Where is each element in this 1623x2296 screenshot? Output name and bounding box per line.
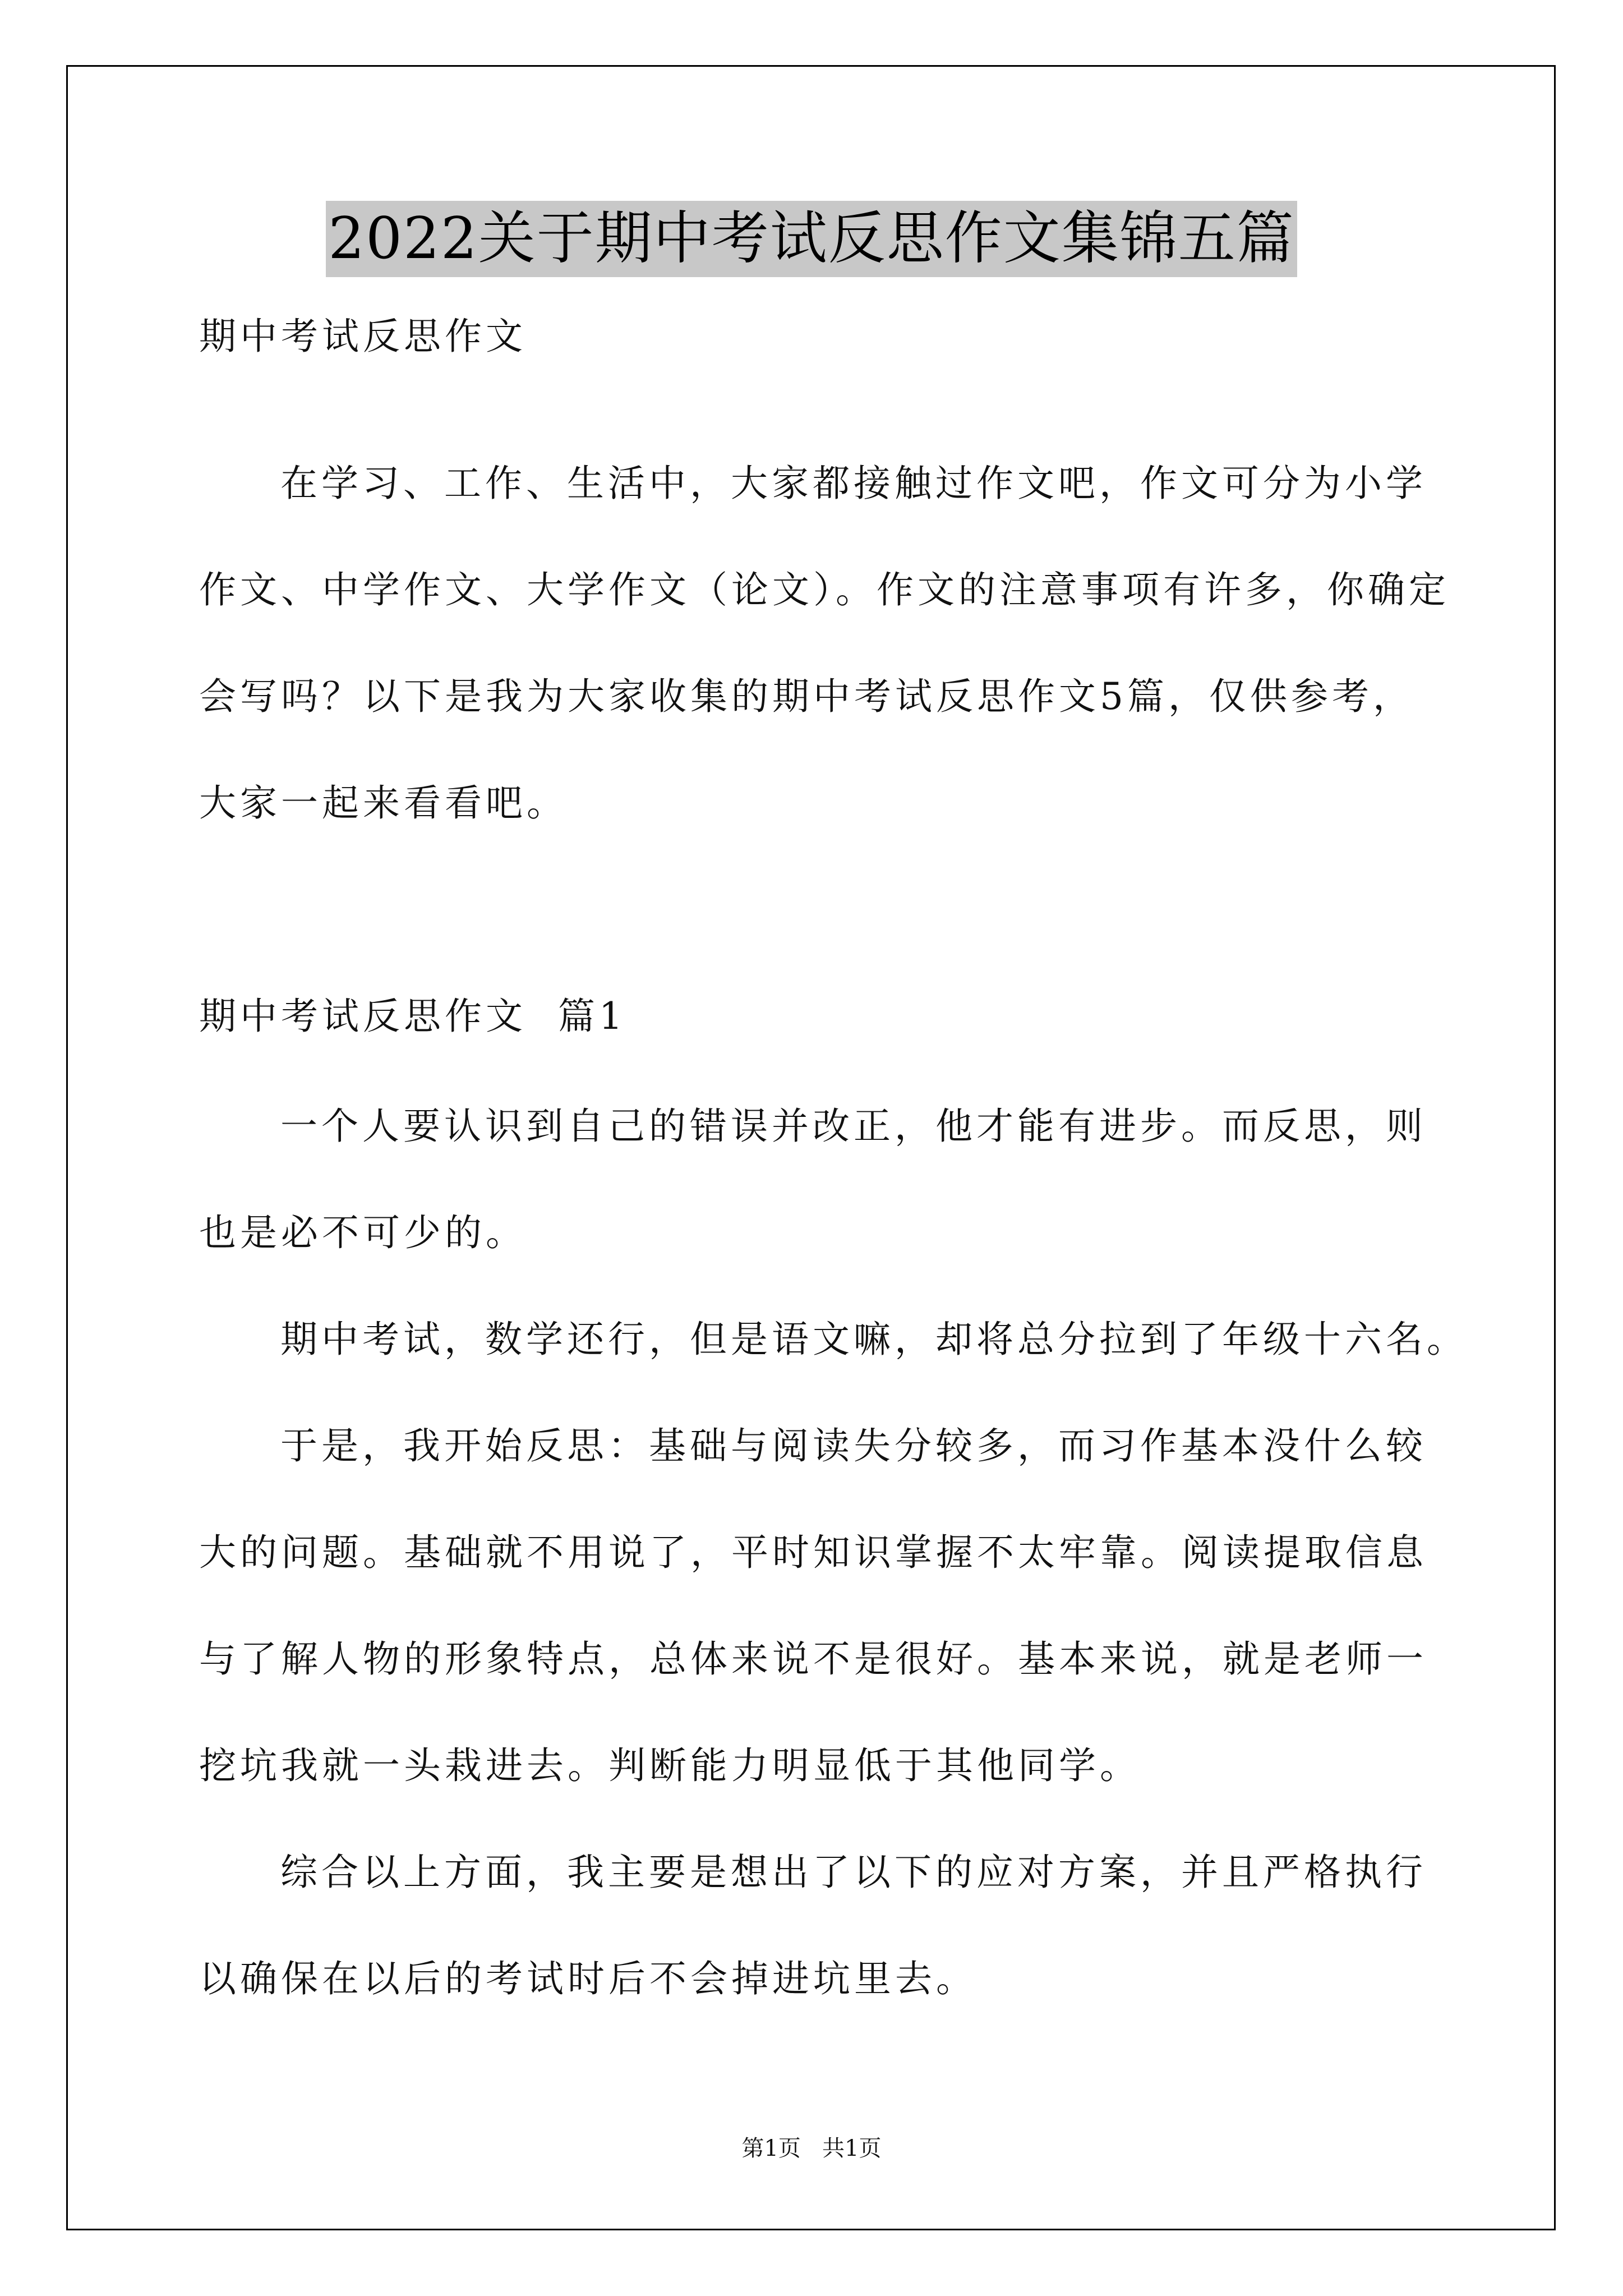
intro-heading: 期中考试反思作文	[199, 315, 527, 358]
section1-heading: 期中考试反思作文 篇1	[199, 995, 626, 1038]
intro-line-3: 会写吗？以下是我为大家收集的期中考试反思作文5篇，仅供参考，	[199, 675, 1414, 718]
section1-line-6: 与了解人物的形象特点，总体来说不是很好。基本来说，就是老师一	[199, 1637, 1427, 1681]
section1-line-1: 一个人要认识到自己的错误并改正，他才能有进步。而反思，则	[280, 1105, 1427, 1148]
section1-line-3: 期中考试，数学还行，但是语文嘛，却将总分拉到了年级十六名。	[280, 1318, 1468, 1361]
intro-line-1: 在学习、工作、生活中，大家都接触过作文吧，作文可分为小学	[280, 462, 1427, 505]
section1-line-8: 综合以上方面，我主要是想出了以下的应对方案，并且严格执行	[280, 1851, 1427, 1894]
section1-line-9: 以确保在以后的考试时后不会掉进坑里去。	[199, 1957, 977, 2000]
page-footer: 第1页 共1页	[741, 2136, 882, 2161]
intro-line-4: 大家一起来看看吧。	[199, 781, 568, 825]
document-title: 2022关于期中考试反思作文集锦五篇	[326, 201, 1297, 277]
intro-line-2: 作文、中学作文、大学作文（论文）。作文的注意事项有许多，你确定	[199, 568, 1450, 611]
title-container	[0, 201, 1623, 277]
section1-line-7: 挖坑我就一头栽进去。判断能力明显低于其他同学。	[199, 1744, 1141, 1787]
section1-line-4: 于是，我开始反思：基础与阅读失分较多，而习作基本没什么较	[280, 1424, 1427, 1467]
section1-line-2: 也是必不可少的。	[199, 1211, 527, 1254]
section1-line-5: 大的问题。基础就不用说了，平时知识掌握不太牢靠。阅读提取信息	[199, 1531, 1427, 1574]
